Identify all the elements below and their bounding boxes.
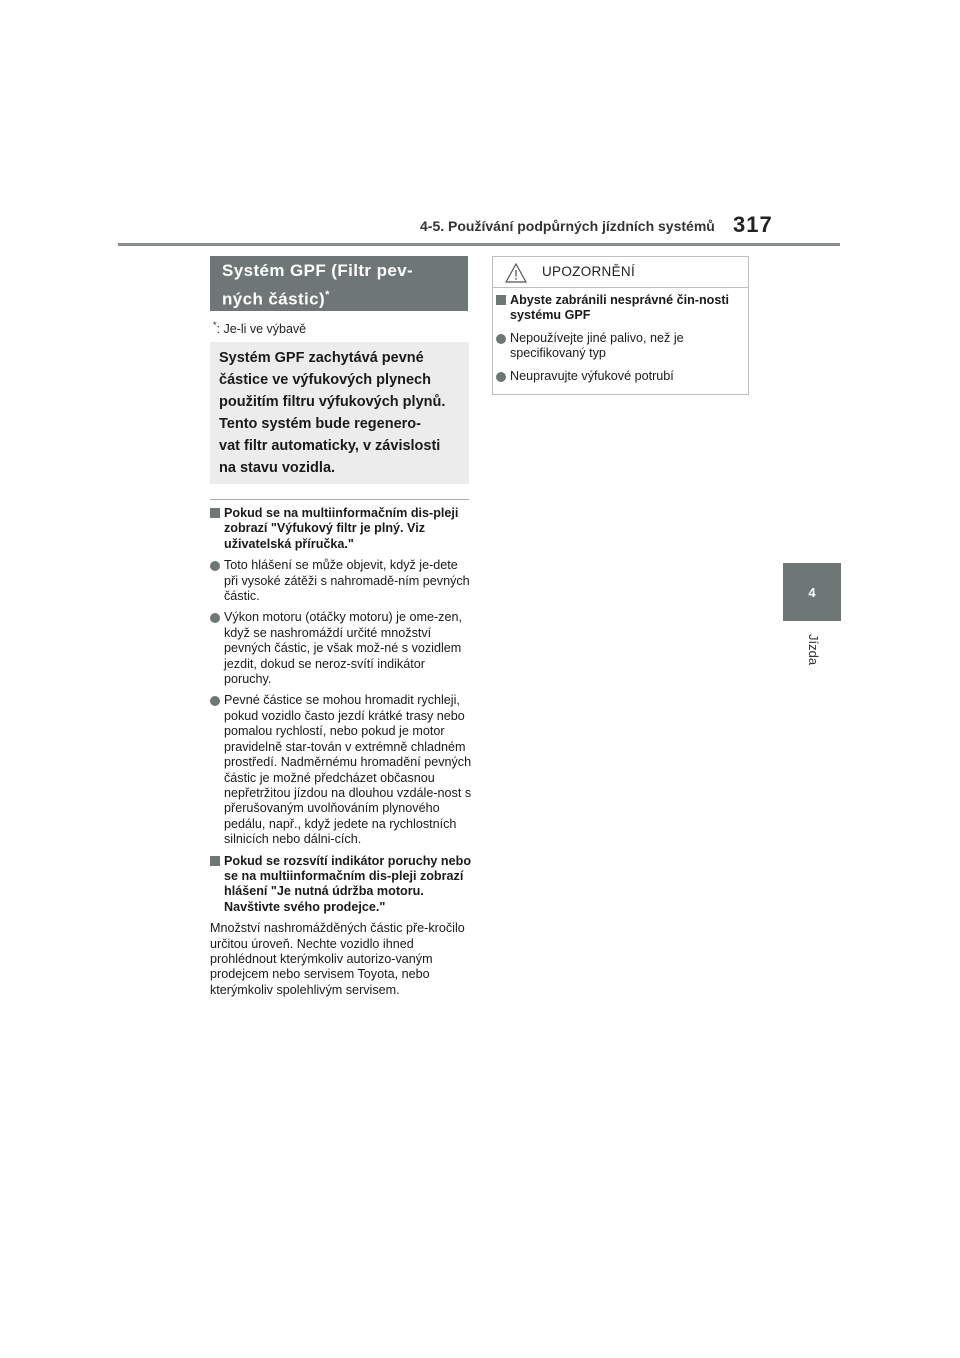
subheading-text: Pokud se na multiinformačním dis-pleji zobrazí "Výfukový filtr je plný. Viz uživatelská příručka." [224,506,459,551]
bullet-text: Toto hlášení se může objevit, když je-dete při vysoké zátěži s nahromadě-ním pevných částic. [224,558,470,604]
intro-line: Systém GPF zachytává pevné [219,350,424,366]
section-title-text: ných částic) [222,289,326,309]
warning-title: UPOZORNĚNÍ [542,264,636,279]
intro-line: Tento systém bude regenero- [219,416,421,432]
footnote-marker: * [213,320,217,330]
warning-subheading [496,293,741,324]
round-bullet-icon [210,613,220,623]
bullet-item [210,693,472,847]
section-title-line2 [222,283,468,312]
round-bullet-icon [210,696,220,706]
warning-header [493,257,748,288]
warning-subheading-text: Abyste zabránili nesprávné čin-nosti systému GPF [510,293,730,323]
warning-bullet [496,331,741,362]
header-divider [118,243,840,246]
square-bullet-icon [210,856,220,866]
square-bullet-icon [496,295,506,305]
body-column [210,506,472,998]
warning-bullet-text: Nepoužívejte jiné palivo, než je specifikovaný typ [510,330,684,361]
round-bullet-icon [496,334,506,344]
intro-line: použitím filtru výfukových plynů. [219,394,446,410]
warning-bullet [496,369,741,384]
round-bullet-icon [210,561,220,571]
body-paragraph: Množství nashromážděných částic pře-kročilo určitou úroveň. Nechte vozidlo ihned prohlédnout kterýmkoliv autorizo-vaným prodejcem nebo servisem Toyota, nebo kterýmkoliv spolehlivým servisem. [210,921,465,997]
intro-line: na stavu vozidla. [219,460,336,476]
section-header: 4-5. Používání podpůrných jízdních systémů [420,218,715,234]
chapter-tab[interactable] [783,563,841,621]
section-divider [210,499,469,500]
warning-box [492,256,749,395]
warning-triangle-icon [505,263,527,283]
subheading-text: Pokud se rozsvítí indikátor poruchy nebo se na multiinformačním dis-pleji zobrazí hlášení "Je nutná údržba motoru. Navštivte svého prodejce." [224,853,472,914]
footnote-text: : Je-li ve výbavě [216,322,307,337]
footnote-star: * [325,289,330,301]
bullet-item [210,558,472,604]
section-title-line1: Systém GPF (Filtr pev- [222,261,414,280]
square-bullet-icon [210,508,220,518]
subheading-display-message [210,506,472,552]
round-bullet-icon [496,372,506,382]
chapter-number: 4 [808,584,816,600]
intro-line: vat filtr automaticky, v závislosti [219,438,441,454]
warning-body [496,293,741,391]
bullet-item [210,610,472,687]
bullet-text: Výkon motoru (otáčky motoru) je ome-zen, když se nashromáždí určité množství pevných částic, je však mož-né s vozidlem jezdit, dokud se neroz-svítí indikátor poruchy. [224,610,462,687]
bullet-text: Pevné částice se mohou hromadit rychleji, pokud vozidlo často jezdí krátké trasy nebo pomalou rychlostí, nebo pokud je motor pravidelně star-tován v extrémně chladném prostředí. Nadměrnému hromadění pevných částic je možné předcházet občasnou nepřetržitou jízdou na dlouhou vzdále-nost s přerušovaným uvolňováním plynového pedálu, např., když jedete na rychlostních silnicích nebo dálni-cích. [224,693,472,847]
intro-line: částice ve výfukových plynech [219,372,431,388]
section-title [210,256,468,311]
chapter-label: Jízda [806,634,821,666]
subheading-malfunction-indicator [210,854,472,916]
intro-box [210,342,469,484]
page-number: 317 [733,212,773,237]
footnote [213,320,306,336]
warning-bullet-text: Neupravujte výfukové potrubí [510,368,674,383]
